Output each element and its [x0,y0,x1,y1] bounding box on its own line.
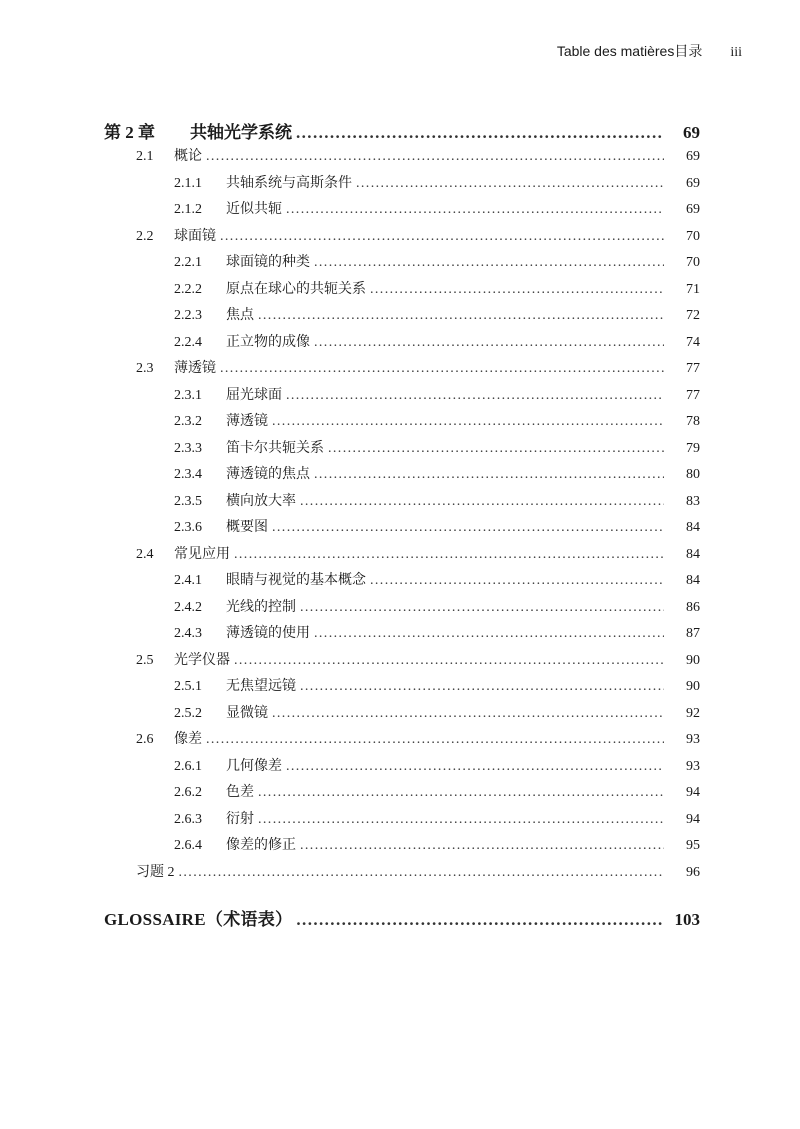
toc-subsection-entry-number: 2.3.5 [174,493,202,509]
toc-subsection-entry-title: 近似共轭 [226,202,282,217]
toc-subsection-entry-number: 2.3.6 [174,520,202,535]
toc-subsection-entry-number: 2.2.1 [174,255,202,270]
toc-subsection-entry-title: 衍射 [226,811,254,827]
toc-section-entry-title: 概论 [174,149,202,164]
dot-leader [314,626,664,642]
toc-subsection-entry[interactable] [104,278,700,305]
toc-subsection-entry[interactable] [104,304,700,331]
toc-subsection-entry-number: 2.4.3 [174,626,202,641]
chapter-number: 第 2 章 [104,123,155,142]
toc-subsection-entry[interactable] [104,622,700,649]
dot-leader [220,361,664,377]
chapter-title: 共轴光学系统 [190,123,292,142]
toc-section-entry-number: 2.5 [136,652,154,668]
toc-subsection-entry[interactable] [104,675,700,702]
toc-subsection-entry-number: 2.3.4 [174,467,202,482]
toc-subsection-entry-title: 球面镜的种类 [226,255,310,270]
toc-subsection-entry[interactable] [104,172,700,199]
toc-chapter-entry[interactable] [104,118,700,144]
glossary-page-number: 103 [674,909,700,929]
glossary-title: GLOSSAIRE（术语表） [104,909,293,929]
sections-list [104,145,700,861]
toc-subsection-entry[interactable] [104,569,700,596]
toc-subsection-entry-number: 2.5.2 [174,705,202,721]
toc-subsection-entry-number: 2.4.2 [174,599,202,615]
toc-subsection-entry-page-number: 72 [686,308,700,323]
toc-subsection-entry-page-number: 69 [686,175,700,191]
toc-subsection-entry[interactable] [104,384,700,411]
toc-subsection-entry-title: 光线的控制 [226,599,296,615]
toc-subsection-entry-page-number: 70 [686,255,700,270]
toc-section-entry-title: 薄透镜 [174,361,216,376]
toc-subsection-entry-page-number: 94 [686,785,700,800]
dot-leader [286,759,664,775]
dot-leader [300,679,664,695]
toc-subsection-entry[interactable] [104,198,700,225]
toc-subsection-entry-page-number: 83 [686,493,700,509]
toc-subsection-entry-page-number: 84 [686,520,700,535]
dot-leader [258,812,664,828]
toc-subsection-entry-title: 薄透镜的使用 [226,626,310,641]
toc-section-entry-number: 2.6 [136,732,154,747]
dot-leader [296,910,664,930]
toc-section-entry[interactable] [104,145,700,172]
toc-section-entry[interactable] [104,649,700,676]
toc-subsection-entry-number: 2.6.3 [174,811,202,827]
toc-subsection-entry-page-number: 93 [686,758,700,774]
toc-subsection-entry-title: 概要图 [226,520,268,535]
toc-section-entry-title: 常见应用 [174,546,230,562]
page-folio: iii [730,45,742,60]
dot-leader [356,176,664,192]
toc-subsection-entry-number: 2.3.1 [174,387,202,403]
dot-leader [272,706,664,722]
toc-section-entry-number: 2.2 [136,228,154,244]
toc-subsection-entry-title: 薄透镜的焦点 [226,467,310,482]
toc-subsection-entry-title: 焦点 [226,308,254,323]
toc-subsection-entry-page-number: 87 [686,626,700,641]
toc-subsection-entry[interactable] [104,702,700,729]
toc-subsection-entry-title: 横向放大率 [226,493,296,509]
toc-subsection-entry-title: 色差 [226,785,254,800]
toc-subsection-entry-page-number: 77 [686,387,700,403]
toc-section-entry-page-number: 84 [686,546,700,562]
toc-subsection-entry[interactable] [104,781,700,808]
toc-section-entry-number: 2.3 [136,361,154,376]
dot-leader [328,441,664,457]
dot-leader [234,653,664,669]
toc-subsection-entry-number: 2.1.2 [174,202,202,217]
toc-subsection-entry-page-number: 71 [686,281,700,297]
toc-section-entry-title: 像差 [174,732,202,747]
dot-leader [300,838,664,854]
dot-leader [234,547,664,563]
toc-subsection-entry-page-number: 90 [686,679,700,694]
toc-exercises-entry[interactable] [104,861,700,887]
toc-subsection-entry-page-number: 79 [686,440,700,456]
dot-leader [272,414,664,430]
dot-leader [370,573,664,589]
toc-subsection-entry-number: 2.5.1 [174,679,202,694]
toc-subsection-entry-number: 2.3.2 [174,414,202,429]
dot-leader [258,308,664,324]
toc-subsection-entry[interactable] [104,463,700,490]
toc-section-entry[interactable] [104,357,700,384]
running-head-title: Table des matières目录 [556,43,703,59]
toc-subsection-entry[interactable] [104,251,700,278]
dot-leader [296,123,664,143]
toc-subsection-entry-number: 2.2.3 [174,308,202,323]
chapter-page-number: 69 [683,123,700,142]
dot-leader [300,494,664,510]
toc-subsection-entry-page-number: 74 [686,334,700,350]
toc-subsection-entry[interactable] [104,437,700,464]
dot-leader [206,732,664,748]
running-head [557,41,742,61]
toc-section-entry-page-number: 70 [686,228,700,244]
toc-subsection-entry[interactable] [104,516,700,543]
toc-section-entry-page-number: 69 [686,149,700,164]
toc-section-entry[interactable] [104,728,700,755]
toc-subsection-entry-number: 2.3.3 [174,440,202,456]
toc-subsection-entry-number: 2.6.1 [174,758,202,774]
dot-leader [286,202,664,218]
toc-section-entry-page-number: 90 [686,652,700,668]
dot-leader [314,255,664,271]
toc-subsection-entry-number: 2.2.4 [174,334,202,350]
toc-subsection-entry-title: 几何像差 [226,758,282,774]
toc-subsection-entry-number: 2.6.2 [174,785,202,800]
toc-subsection-entry-title: 无焦望远镜 [226,679,296,694]
toc-subsection-entry-page-number: 80 [686,467,700,482]
toc-subsection-entry-page-number: 69 [686,202,700,217]
toc-subsection-entry[interactable] [104,596,700,623]
toc-section-entry-number: 2.4 [136,546,154,562]
toc-subsection-entry-title: 共轴系统与高斯条件 [226,175,352,191]
toc-subsection-entry[interactable] [104,331,700,358]
toc-section-entry-page-number: 93 [686,732,700,747]
toc-subsection-entry-title: 眼睛与视觉的基本概念 [226,573,366,588]
toc-subsection-entry-title: 像差的修正 [226,838,296,853]
toc-section-entry-title: 光学仪器 [174,652,230,668]
dot-leader [179,865,665,881]
toc-subsection-entry-page-number: 94 [686,811,700,827]
toc-section-entry-title: 球面镜 [174,228,216,244]
dot-leader [300,600,664,616]
toc-section-entry[interactable] [104,225,700,252]
toc-subsection-entry[interactable] [104,808,700,835]
toc-subsection-entry-number: 2.2.2 [174,281,202,297]
dot-leader [220,229,664,245]
toc-subsection-entry-title: 正立物的成像 [226,334,310,350]
dot-leader [206,149,664,165]
toc-subsection-entry[interactable] [104,834,700,861]
toc-subsection-entry[interactable] [104,490,700,517]
table-of-contents [104,118,700,931]
dot-leader [314,335,664,351]
toc-subsection-entry-title: 显微镜 [226,705,268,721]
dot-leader [286,388,664,404]
toc-subsection-entry-title: 笛卡尔共轭关系 [226,440,324,456]
toc-glossary-entry[interactable] [104,905,700,931]
toc-subsection-entry-page-number: 95 [686,838,700,853]
dot-leader [370,282,664,298]
toc-subsection-entry-title: 屈光球面 [226,387,282,403]
toc-subsection-entry-title: 薄透镜 [226,414,268,429]
exercises-title: 习题 2 [136,864,175,880]
toc-subsection-entry-page-number: 86 [686,599,700,615]
dot-leader [258,785,664,801]
toc-section-entry-number: 2.1 [136,149,154,164]
toc-subsection-entry-number: 2.4.1 [174,573,202,588]
toc-subsection-entry-page-number: 78 [686,414,700,429]
toc-section-entry-page-number: 77 [686,361,700,376]
toc-subsection-entry[interactable] [104,410,700,437]
toc-subsection-entry-page-number: 92 [686,705,700,721]
exercises-page-number: 96 [686,864,700,880]
toc-subsection-entry-number: 2.1.1 [174,175,202,191]
toc-subsection-entry-title: 原点在球心的共轭关系 [226,281,366,297]
dot-leader [272,520,664,536]
toc-section-entry[interactable] [104,543,700,570]
toc-subsection-entry-page-number: 84 [686,573,700,588]
toc-subsection-entry-number: 2.6.4 [174,838,202,853]
dot-leader [314,467,664,483]
toc-subsection-entry[interactable] [104,755,700,782]
